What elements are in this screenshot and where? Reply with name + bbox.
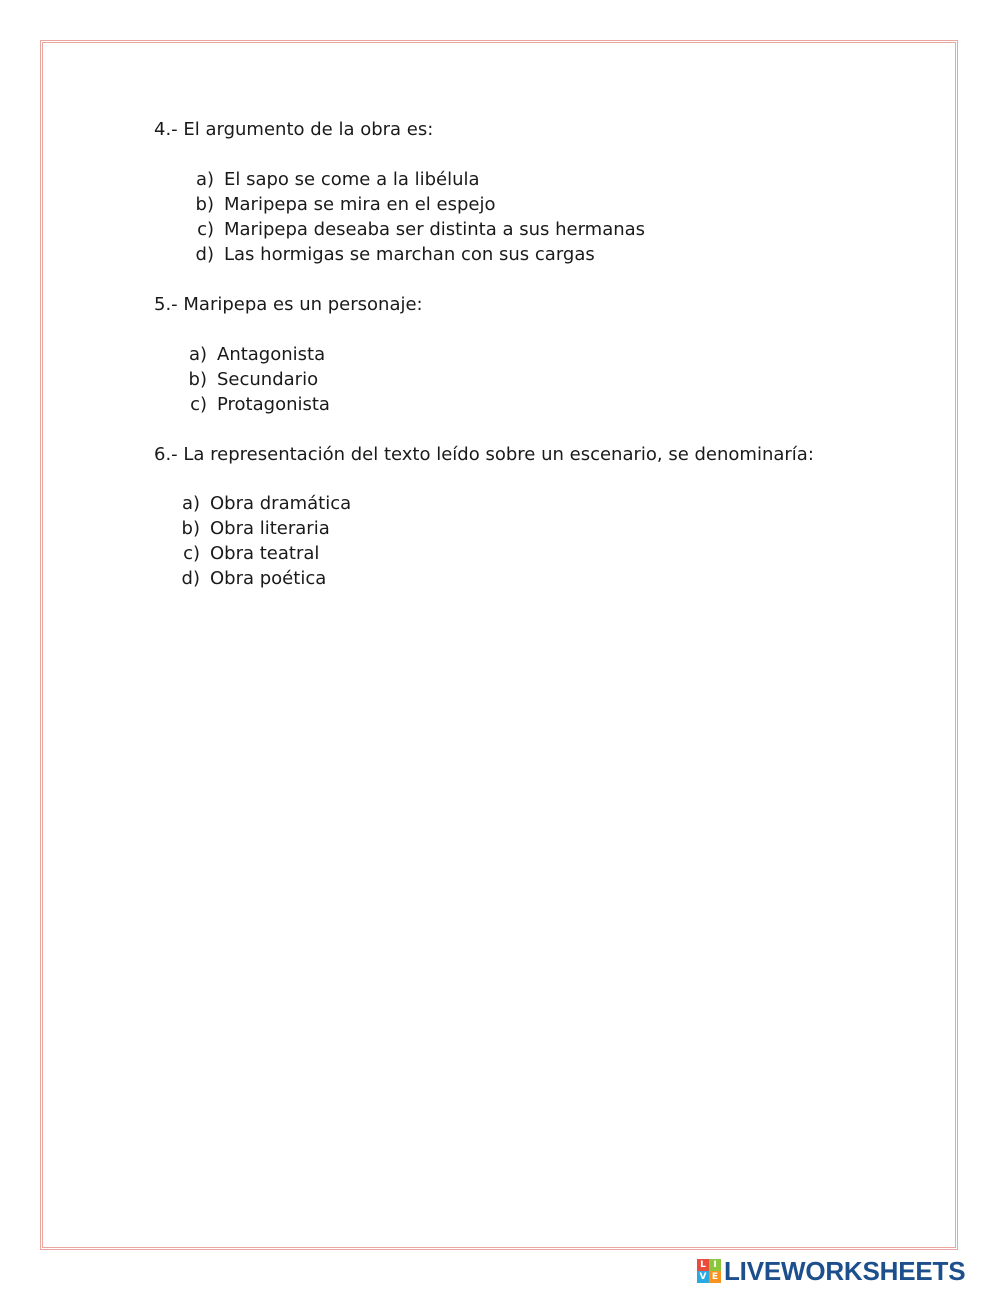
question-5-options bbox=[183, 342, 330, 417]
option-letter: d) bbox=[181, 568, 200, 589]
option-5c[interactable] bbox=[183, 392, 330, 417]
option-text: Obra poética bbox=[210, 568, 327, 589]
option-6c[interactable] bbox=[176, 541, 351, 566]
question-6: 6.- La representación del texto leído sobre un escenario, se denominaría: bbox=[154, 444, 814, 465]
liveworksheets-brand bbox=[697, 1258, 965, 1284]
option-text: Las hormigas se marchan con sus cargas bbox=[224, 244, 595, 265]
question-4-options bbox=[190, 167, 645, 267]
option-letter: a) bbox=[195, 169, 214, 190]
option-text: El sapo se come a la libélula bbox=[224, 169, 480, 190]
option-4a[interactable] bbox=[190, 167, 645, 192]
question-5: 5.- Maripepa es un personaje: bbox=[154, 294, 423, 315]
option-letter: b) bbox=[181, 518, 200, 539]
option-text: Obra literaria bbox=[210, 518, 330, 539]
question-6-options bbox=[176, 491, 351, 591]
option-4c[interactable] bbox=[190, 217, 645, 242]
option-4b[interactable] bbox=[190, 192, 645, 217]
option-5a[interactable] bbox=[183, 342, 330, 367]
option-5b[interactable] bbox=[183, 367, 330, 392]
logo-letter-l: L bbox=[697, 1259, 709, 1271]
option-4d[interactable] bbox=[190, 242, 645, 267]
option-letter: b) bbox=[195, 194, 214, 215]
question-4: 4.- El argumento de la obra es: bbox=[154, 119, 434, 140]
option-text: Obra dramática bbox=[210, 493, 352, 514]
option-letter: d) bbox=[195, 244, 214, 265]
option-6b[interactable] bbox=[176, 516, 351, 541]
option-letter: a) bbox=[188, 344, 207, 365]
liveworksheets-logo-icon bbox=[697, 1259, 721, 1283]
option-text: Maripepa se mira en el espejo bbox=[224, 194, 496, 215]
option-letter: a) bbox=[181, 493, 200, 514]
logo-letter-e: E bbox=[709, 1271, 721, 1283]
option-6d[interactable] bbox=[176, 566, 351, 591]
option-letter: c) bbox=[197, 219, 214, 240]
option-text: Secundario bbox=[217, 369, 319, 390]
option-letter: c) bbox=[190, 394, 207, 415]
option-text: Protagonista bbox=[217, 394, 330, 415]
option-text: Maripepa deseaba ser distinta a sus hermanas bbox=[224, 219, 646, 240]
logo-letter-i: I bbox=[709, 1259, 721, 1271]
option-text: Obra teatral bbox=[210, 543, 320, 564]
brand-name: LIVEWORKSHEETS bbox=[724, 1256, 966, 1286]
option-letter: b) bbox=[188, 369, 207, 390]
option-letter: c) bbox=[183, 543, 200, 564]
logo-letter-v: V bbox=[697, 1271, 709, 1283]
option-text: Antagonista bbox=[217, 344, 326, 365]
option-6a[interactable] bbox=[176, 491, 351, 516]
